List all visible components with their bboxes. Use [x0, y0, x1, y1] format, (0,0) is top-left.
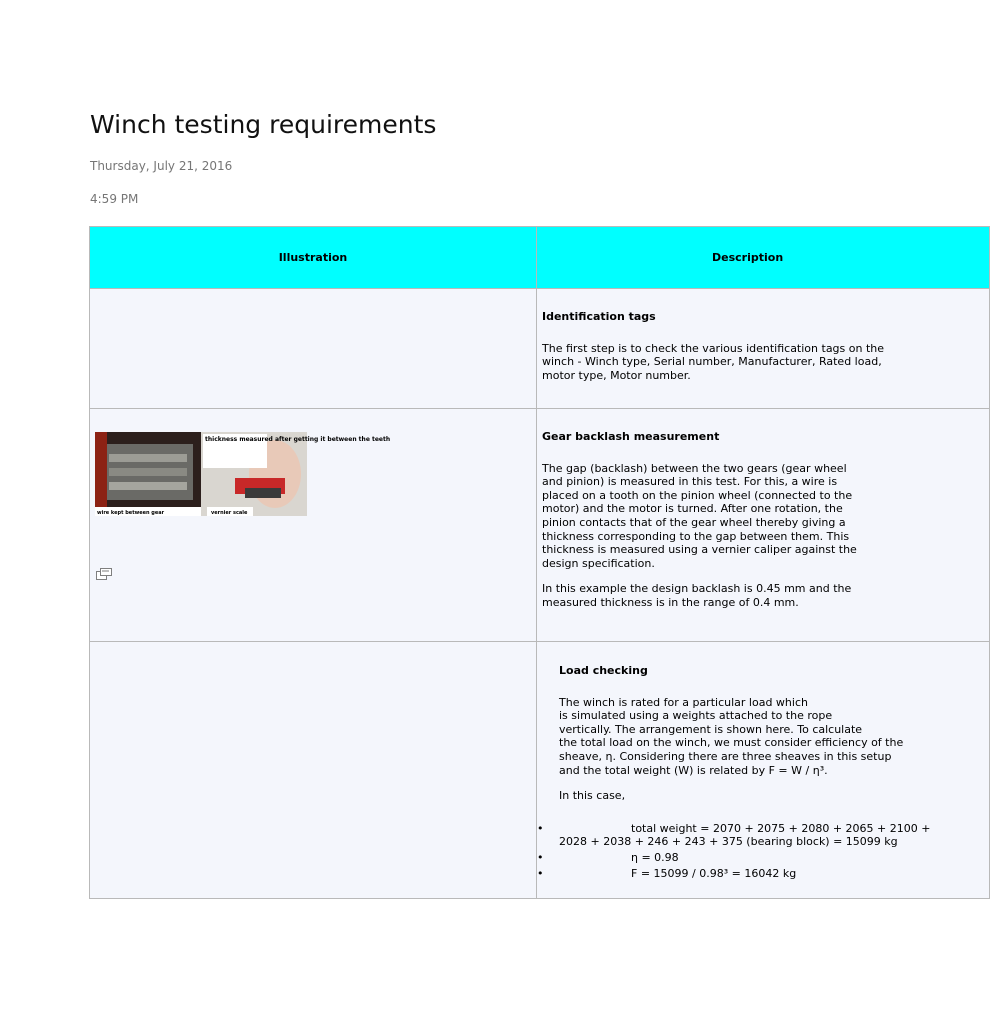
text-line: The gap (backlash) between the two gears (gear wheel — [542, 461, 847, 475]
table-header-row — [90, 227, 990, 289]
table-row — [90, 642, 990, 899]
description-cell — [537, 289, 990, 409]
bullet-continuation: 2028 + 2038 + 246 + 243 + 375 (bearing block) = 15099 kg — [559, 835, 898, 849]
text-line: motor) and the motor is turned. After one rotation, the — [542, 502, 843, 516]
row-heading: Gear backlash measurement — [542, 430, 720, 443]
list-item — [559, 867, 983, 881]
text-line: The winch is rated for a particular load which — [559, 695, 808, 709]
text-line: pinion contacts that of the gear wheel thereby giving a — [542, 515, 846, 529]
page-time: 4:59 PM — [90, 192, 139, 206]
image-caption-left: wire kept between gear — [97, 510, 165, 516]
text-line: and pinion) is measured in this test. For this, a wire is — [542, 475, 838, 489]
bullet-text: • total weight = 2070 + 2075 + 2080 + 2065 + 2100 + — [631, 821, 931, 835]
text-line: thickness is measured using a vernier caliper against the — [542, 543, 857, 557]
image-caption-top: thickness measured after getting it between the teeth — [205, 436, 391, 443]
illustration-cell — [90, 409, 537, 642]
row-heading: Load checking — [559, 664, 648, 677]
text-line: placed on a tooth on the pinion wheel (connected to the — [542, 488, 853, 502]
text-line: winch - Winch type, Serial number, Manufacturer, Rated load, — [542, 355, 882, 369]
text-line: measured thickness is in the range of 0.4 mm. — [542, 595, 799, 609]
case-label: In this case, — [559, 789, 626, 803]
text-line: and the total weight (W) is related by F = W / η³. — [559, 763, 828, 777]
text-line: In this example the design backlash is 0.45 mm and the — [542, 582, 852, 596]
embedded-object-icon[interactable] — [95, 567, 113, 585]
text-line: the total load on the winch, we must consider efficiency of the — [559, 736, 904, 750]
header-description: Description — [537, 227, 990, 289]
gear-backlash-photo[interactable] — [95, 432, 391, 516]
bullet-text: • η = 0.98 — [631, 850, 679, 864]
winch-table-container — [89, 226, 931, 899]
illustration-cell-empty — [90, 642, 537, 899]
description-cell — [537, 409, 990, 642]
text-line: thickness corresponding to the gap between them. This — [542, 529, 850, 543]
text-line: vertically. The arrangement is shown here. To calculate — [559, 722, 863, 736]
calculation-list — [559, 822, 983, 880]
row-heading: Identification tags — [542, 310, 656, 323]
text-line: is simulated using a weights attached to the rope — [559, 709, 833, 723]
text-line: sheave, η. Considering there are three sheaves in this setup — [559, 749, 892, 763]
text-line: The first step is to check the various identification tags on the — [542, 341, 885, 355]
description-cell — [537, 642, 990, 899]
table-row — [90, 289, 990, 409]
text-line: motor type, Motor number. — [542, 368, 691, 382]
table-row — [90, 409, 990, 642]
page-title: Winch testing requirements — [90, 110, 437, 139]
text-line: design specification. — [542, 556, 655, 570]
bullet-text: • F = 15099 / 0.98³ = 16042 kg — [631, 866, 797, 880]
illustration-cell-empty — [90, 289, 537, 409]
list-item — [559, 822, 983, 849]
header-illustration: Illustration — [90, 227, 537, 289]
list-item — [559, 851, 983, 865]
winch-table — [89, 226, 990, 899]
page-date: Thursday, July 21, 2016 — [90, 159, 233, 173]
image-caption-right: vernier scale — [211, 510, 248, 516]
